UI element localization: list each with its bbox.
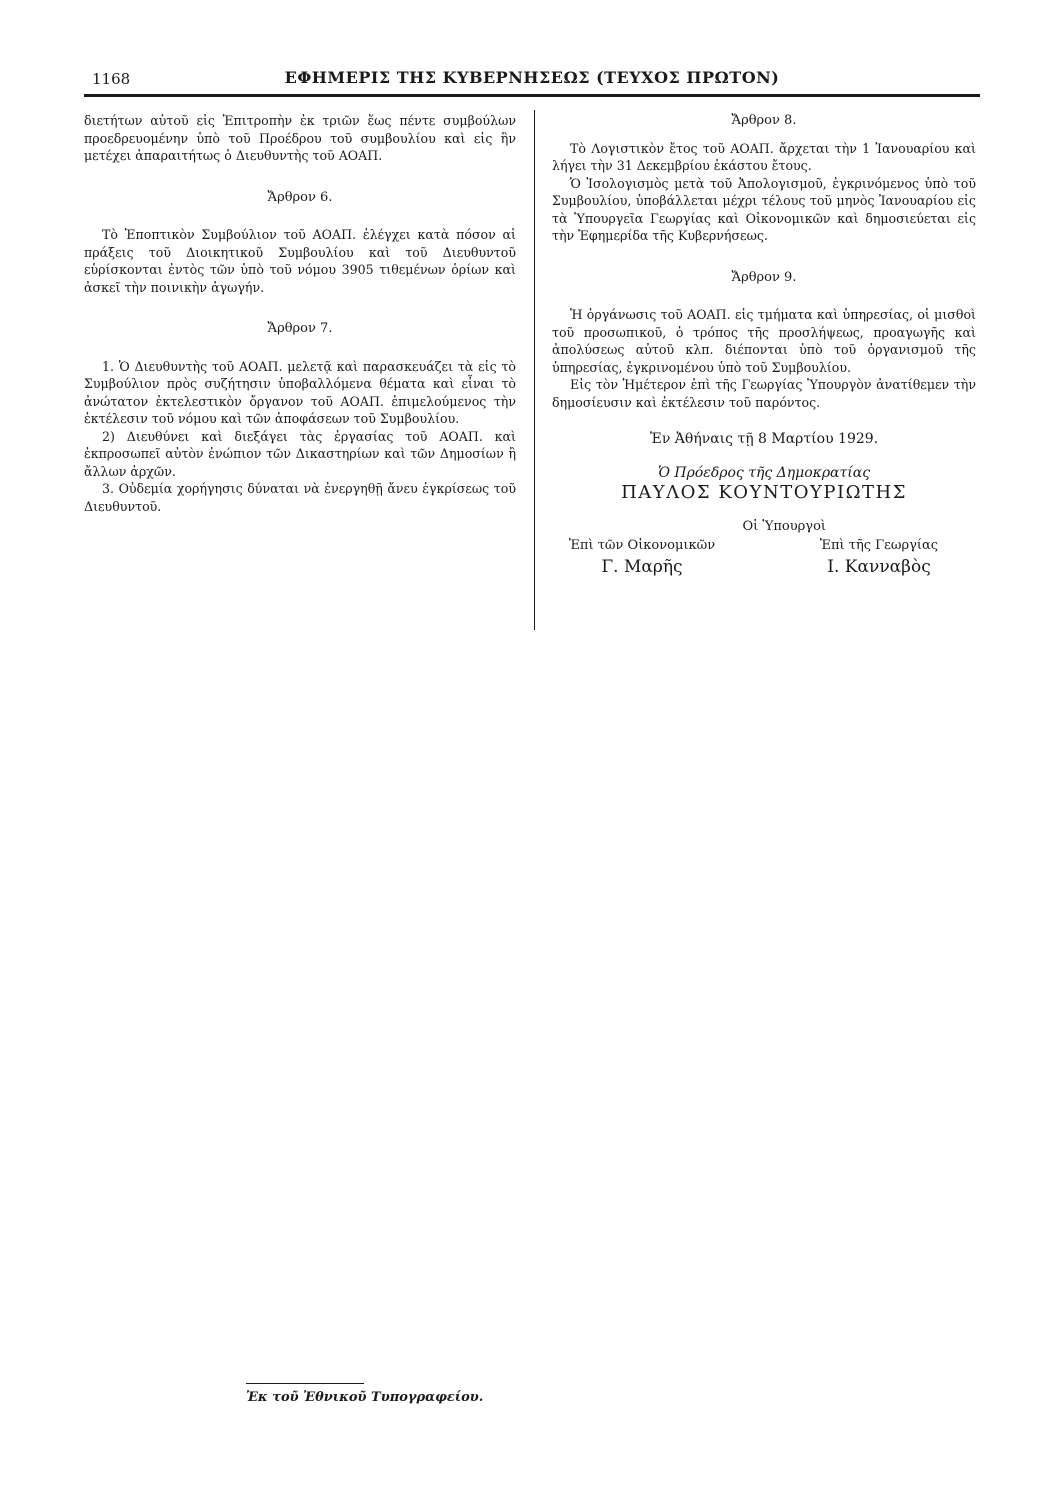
date-line: Ἐν Ἀθήναις τῇ 8 Μαρτίου 1929. [649, 431, 879, 447]
printer-imprint: Ἐκ τοῦ Ἐθνικοῦ Τυπογραφείου. [246, 1390, 484, 1405]
article-6-heading: Ἄρθρον 6. [267, 189, 333, 205]
ministers-signatures [552, 537, 976, 587]
article-6-text: Τὸ Ἐποπτικὸν Συμβούλιον τοῦ ΑΟΑΠ. ἐλέγχει κατὰ πόσον αἱ πράξεις τοῦ Διοικητικοῦ Συμβουλίου καὶ τοῦ Διευθυντοῦ εὑρίσκονται ἐντὸς τῶν ὑπὸ τοῦ νόμου 3905 τιθεμένων ὁρίων καὶ ἀσκεῖ τὴν ποινικὴν ἀγωγήν. [84, 227, 516, 295]
minister-agriculture [784, 537, 974, 576]
article-8-heading: Ἄρθρον 8. [731, 113, 797, 128]
minister-finance-name: Γ. Μαρῆς [601, 556, 683, 577]
article-9-paragraph-2: Εἰς τὸν Ἡμέτερον ἐπὶ τῆς Γεωργίας Ὑπουργὸν ἀνατίθεμεν τὴν δημοσίευσιν καὶ ἐκτέλεσιν τοῦ παρόντος. [552, 377, 976, 410]
right-column [552, 112, 976, 587]
minister-agriculture-role: Ἐπὶ τῆς Γεωργίας [819, 538, 939, 553]
minister-finance [552, 537, 732, 576]
article-7-paragraph-2: 2) Διευθύνει καὶ διεξάγει τὰς ἐργασίας τοῦ ΑΟΑΠ. καὶ ἐκπροσωπεῖ αὐτὸν ἐνώπιον τῶν Δικαστηρίων καὶ τῶν Δημοσίων ἢ ἄλλων ἀρχῶν. [84, 428, 516, 479]
article-8-paragraph-2: Ὁ Ἰσολογισμὸς μετὰ τοῦ Ἀπολογισμοῦ, ἐγκρινόμενος ὑπὸ τοῦ Συμβουλίου, ὑποβάλλεται μέχρι τέλους τοῦ μηνὸς Ἰανουαρίου εἰς τὰ Ὑπουργεῖα Γεωργίας καὶ Οἰκονομικῶν καὶ δημοσιεύεται εἰς τὴν Ἐφημερίδα τῆς Κυβερνήσεως. [552, 175, 976, 243]
president-name: ΠΑΥΛΟΣ ΚΟΥΝΤΟΥΡΙΩΤΗΣ [621, 482, 907, 503]
minister-finance-role: Ἐπὶ τῶν Οἰκονομικῶν [568, 538, 716, 553]
article-9-heading: Ἄρθρον 9. [731, 269, 797, 285]
continuation-paragraph: διετήτων αὐτοῦ εἰς Ἐπιτροπὴν ἐκ τριῶν ἕως πέντε συμβούλων προεδρευομένην ὑπὸ τοῦ Προέδρου τοῦ συμβουλίου καὶ εἰς ἣν μετέχει ἀπαραιτήτως ὁ Διευθυντὴς τοῦ ΑΟΑΠ. [84, 113, 516, 163]
minister-agriculture-name: Ι. Κανναβὸς [827, 556, 931, 577]
article-7-heading: Ἄρθρον 7. [267, 321, 333, 336]
article-7-paragraph-3: 3. Οὐδεμία χορήγησις δύναται νὰ ἐνεργηθῇ ἄνευ ἐγκρίσεως τοῦ Διευθυντοῦ. [84, 481, 516, 514]
article-7-paragraph-1: 1. Ὁ Διευθυντὴς τοῦ ΑΟΑΠ. μελετᾷ καὶ παρασκευάζει τὰ εἰς τὸ Συμβούλιον πρὸς συζήτησιν ὑποβαλλόμενα θέματα καὶ εἶναι τὸ ἀνώτατον ἐκτελεστικὸν ὄργανον τοῦ ΑΟΑΠ. ἐπιμελούμενος τὴν ἐκτέλεσιν τοῦ νόμου καὶ τῶν ἀποφάσεων τοῦ Συμβουλίου. [84, 358, 516, 426]
left-column [84, 112, 516, 515]
article-9-paragraph-1: Ἡ ὀργάνωσις τοῦ ΑΟΑΠ. εἰς τμήματα καὶ ὑπηρεσίας, οἱ μισθοὶ τοῦ προσωπικοῦ, ὁ τρόπος τῆς προσλήψεως, προαγωγῆς καὶ ἀπολύσεως αὐτοῦ κλπ. διέπονται ὑπὸ τοῦ ὀργανισμοῦ τῆς ὑπηρεσίας, ἐγκρινομένου ὑπὸ τοῦ Συμβουλίου. [552, 307, 976, 375]
gazette-title: ΕΦΗΜΕΡΙΣ ΤΗΣ ΚΥΒΕΡΝΗΣΕΩΣ (ΤΕΥΧΟΣ ΠΡΩΤΟΝ) [284, 68, 780, 87]
article-8-paragraph-1: Τὸ Λογιστικὸν ἔτος τοῦ ΑΟΑΠ. ἄρχεται τὴν 1 Ἰανουαρίου καὶ λήγει τὴν 31 Δεκεμβρίου ἑκάστου ἔτους. [552, 140, 976, 173]
column-divider [534, 110, 535, 630]
footer-rule [246, 1383, 364, 1384]
president-title: Ὁ Πρόεδρος τῆς Δημοκρατίας [657, 464, 871, 481]
header-rule [84, 94, 980, 97]
page-header [84, 66, 980, 92]
page-number: 1168 [92, 70, 131, 88]
ministers-label: Οἱ Ὑπουργοὶ [742, 518, 826, 534]
